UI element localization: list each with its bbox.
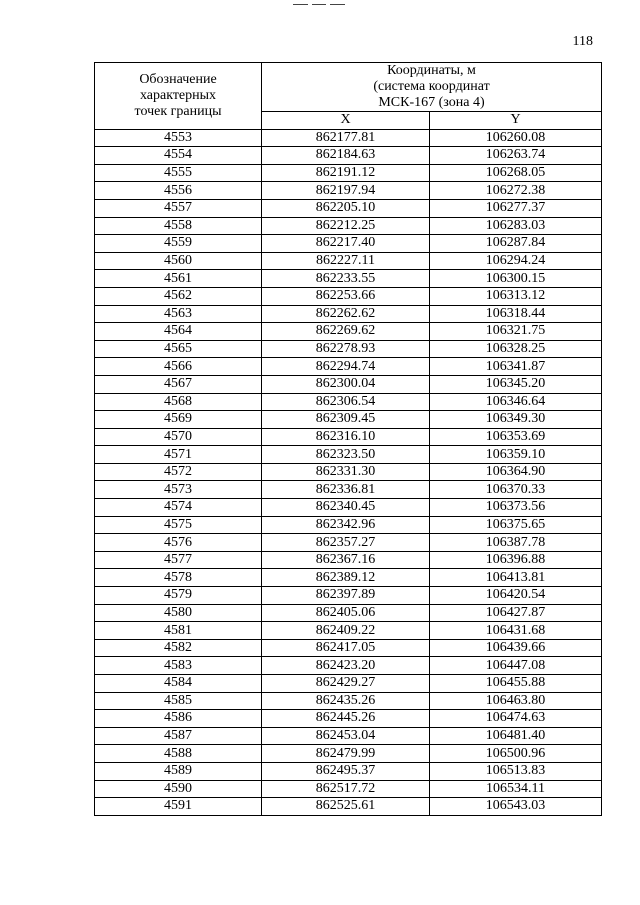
table-row — [95, 393, 602, 411]
y-coordinate-cell: 106321.75 — [430, 323, 602, 341]
y-coordinate-cell: 106387.78 — [430, 534, 602, 552]
point-id-cell: 4586 — [95, 710, 262, 728]
y-coordinate-cell: 106447.08 — [430, 657, 602, 675]
y-coordinate-cell: 106396.88 — [430, 551, 602, 569]
header-text: МСК-167 (зона 4) — [378, 95, 485, 110]
point-id-cell: 4589 — [95, 762, 262, 780]
x-coordinate-cell: 862367.16 — [262, 551, 430, 569]
table-row — [95, 147, 602, 165]
x-coordinate-cell: 862479.99 — [262, 745, 430, 763]
x-coordinate-cell: 862205.10 — [262, 199, 430, 217]
dash-mark — [312, 4, 327, 7]
y-coordinate-cell: 106463.80 — [430, 692, 602, 710]
point-id-cell: 4555 — [95, 164, 262, 182]
table-row — [95, 657, 602, 675]
x-coordinate-cell: 862423.20 — [262, 657, 430, 675]
point-id-cell: 4568 — [95, 393, 262, 411]
table-row — [95, 182, 602, 200]
coordinates-table — [94, 62, 602, 816]
x-coordinate-cell: 862517.72 — [262, 780, 430, 798]
table-row — [95, 534, 602, 552]
y-coordinate-cell: 106359.10 — [430, 446, 602, 464]
table-row — [95, 762, 602, 780]
point-id-cell: 4569 — [95, 411, 262, 429]
x-coordinate-cell: 862336.81 — [262, 481, 430, 499]
y-coordinate-cell: 106294.24 — [430, 252, 602, 270]
header-marks — [293, 4, 345, 7]
point-id-cell: 4587 — [95, 727, 262, 745]
y-coordinate-cell: 106474.63 — [430, 710, 602, 728]
point-id-cell: 4557 — [95, 199, 262, 217]
x-coordinate-cell: 862262.62 — [262, 305, 430, 323]
y-coordinate-cell: 106287.84 — [430, 235, 602, 253]
table-row — [95, 463, 602, 481]
point-id-cell: 4582 — [95, 639, 262, 657]
point-id-cell: 4560 — [95, 252, 262, 270]
table-row — [95, 411, 602, 429]
point-id-cell: 4554 — [95, 147, 262, 165]
table-row — [95, 481, 602, 499]
y-coordinate-cell: 106413.81 — [430, 569, 602, 587]
x-coordinate-cell: 862217.40 — [262, 235, 430, 253]
point-id-cell: 4579 — [95, 587, 262, 605]
page-number: 118 — [572, 34, 593, 49]
x-column-header: X — [262, 112, 430, 130]
header-text: Обозначение — [139, 71, 217, 87]
y-coordinate-cell: 106481.40 — [430, 727, 602, 745]
x-coordinate-cell: 862405.06 — [262, 604, 430, 622]
table-row — [95, 604, 602, 622]
x-coordinate-cell: 862495.37 — [262, 762, 430, 780]
table-row — [95, 727, 602, 745]
table-row — [95, 798, 602, 816]
table-row — [95, 270, 602, 288]
point-id-cell: 4581 — [95, 622, 262, 640]
y-coordinate-cell: 106313.12 — [430, 287, 602, 305]
point-id-cell: 4572 — [95, 463, 262, 481]
x-coordinate-cell: 862435.26 — [262, 692, 430, 710]
y-coordinate-cell: 106268.05 — [430, 164, 602, 182]
x-coordinate-cell: 862429.27 — [262, 675, 430, 693]
point-id-cell: 4588 — [95, 745, 262, 763]
x-coordinate-cell: 862191.12 — [262, 164, 430, 182]
x-coordinate-cell: 862316.10 — [262, 428, 430, 446]
x-coordinate-cell: 862294.74 — [262, 358, 430, 376]
y-coordinate-cell: 106500.96 — [430, 745, 602, 763]
table-row — [95, 428, 602, 446]
table-row — [95, 446, 602, 464]
y-coordinate-cell: 106300.15 — [430, 270, 602, 288]
table-row — [95, 375, 602, 393]
y-coordinate-cell: 106260.08 — [430, 129, 602, 147]
point-id-cell: 4562 — [95, 287, 262, 305]
table-row — [95, 622, 602, 640]
y-coordinate-cell: 106353.69 — [430, 428, 602, 446]
table-row — [95, 235, 602, 253]
point-id-cell: 4575 — [95, 516, 262, 534]
point-id-cell: 4576 — [95, 534, 262, 552]
table-row — [95, 692, 602, 710]
table-row — [95, 587, 602, 605]
header-text: (система координат — [373, 79, 490, 94]
x-coordinate-cell: 862227.11 — [262, 252, 430, 270]
header-text: точек границы — [134, 103, 222, 119]
y-coordinate-cell: 106370.33 — [430, 481, 602, 499]
point-id-cell: 4578 — [95, 569, 262, 587]
table-row — [95, 569, 602, 587]
y-coordinate-cell: 106420.54 — [430, 587, 602, 605]
point-id-cell: 4566 — [95, 358, 262, 376]
point-id-cell: 4590 — [95, 780, 262, 798]
y-coordinate-cell: 106341.87 — [430, 358, 602, 376]
x-coordinate-cell: 862397.89 — [262, 587, 430, 605]
x-coordinate-cell: 862197.94 — [262, 182, 430, 200]
point-id-cell: 4563 — [95, 305, 262, 323]
coordinates-column-header — [262, 63, 602, 112]
table-row — [95, 199, 602, 217]
point-id-cell: 4591 — [95, 798, 262, 816]
table-row — [95, 499, 602, 517]
table-row — [95, 745, 602, 763]
dash-mark — [330, 4, 345, 7]
y-coordinate-cell: 106534.11 — [430, 780, 602, 798]
header-text: характерных — [139, 87, 217, 103]
header-text: Координаты, м — [387, 63, 476, 78]
x-coordinate-cell: 862212.25 — [262, 217, 430, 235]
y-coordinate-cell: 106373.56 — [430, 499, 602, 517]
point-id-cell: 4571 — [95, 446, 262, 464]
x-coordinate-cell: 862453.04 — [262, 727, 430, 745]
table-row — [95, 358, 602, 376]
x-coordinate-cell: 862177.81 — [262, 129, 430, 147]
x-coordinate-cell: 862278.93 — [262, 340, 430, 358]
table-row — [95, 639, 602, 657]
y-coordinate-cell: 106349.30 — [430, 411, 602, 429]
point-id-cell: 4561 — [95, 270, 262, 288]
table-row — [95, 305, 602, 323]
y-coordinate-cell: 106283.03 — [430, 217, 602, 235]
y-coordinate-cell: 106328.25 — [430, 340, 602, 358]
x-coordinate-cell: 862342.96 — [262, 516, 430, 534]
point-id-cell: 4577 — [95, 551, 262, 569]
x-coordinate-cell: 862300.04 — [262, 375, 430, 393]
x-coordinate-cell: 862233.55 — [262, 270, 430, 288]
table-row — [95, 780, 602, 798]
y-coordinate-cell: 106263.74 — [430, 147, 602, 165]
x-coordinate-cell: 862340.45 — [262, 499, 430, 517]
table-row — [95, 516, 602, 534]
table-row — [95, 675, 602, 693]
x-coordinate-cell: 862184.63 — [262, 147, 430, 165]
point-id-cell: 4558 — [95, 217, 262, 235]
table-row — [95, 340, 602, 358]
table-row — [95, 164, 602, 182]
y-column-header: Y — [430, 112, 602, 130]
x-coordinate-cell: 862331.30 — [262, 463, 430, 481]
x-coordinate-cell: 862253.66 — [262, 287, 430, 305]
y-coordinate-cell: 106455.88 — [430, 675, 602, 693]
point-id-cell: 4570 — [95, 428, 262, 446]
x-coordinate-cell: 862309.45 — [262, 411, 430, 429]
y-coordinate-cell: 106431.68 — [430, 622, 602, 640]
x-coordinate-cell: 862269.62 — [262, 323, 430, 341]
table-row — [95, 710, 602, 728]
y-coordinate-cell: 106439.66 — [430, 639, 602, 657]
y-coordinate-cell: 106345.20 — [430, 375, 602, 393]
x-coordinate-cell: 862525.61 — [262, 798, 430, 816]
point-id-cell: 4565 — [95, 340, 262, 358]
x-coordinate-cell: 862409.22 — [262, 622, 430, 640]
y-coordinate-cell: 106277.37 — [430, 199, 602, 217]
y-coordinate-cell: 106318.44 — [430, 305, 602, 323]
x-coordinate-cell: 862445.26 — [262, 710, 430, 728]
y-coordinate-cell: 106543.03 — [430, 798, 602, 816]
point-id-cell: 4564 — [95, 323, 262, 341]
x-coordinate-cell: 862323.50 — [262, 446, 430, 464]
x-coordinate-cell: 862306.54 — [262, 393, 430, 411]
y-coordinate-cell: 106375.65 — [430, 516, 602, 534]
table-row — [95, 252, 602, 270]
y-coordinate-cell: 106513.83 — [430, 762, 602, 780]
point-id-cell: 4553 — [95, 129, 262, 147]
point-id-cell: 4584 — [95, 675, 262, 693]
table-row — [95, 287, 602, 305]
point-id-cell: 4573 — [95, 481, 262, 499]
point-id-cell: 4574 — [95, 499, 262, 517]
y-coordinate-cell: 106272.38 — [430, 182, 602, 200]
point-id-cell: 4585 — [95, 692, 262, 710]
point-id-cell: 4559 — [95, 235, 262, 253]
y-coordinate-cell: 106364.90 — [430, 463, 602, 481]
table-row — [95, 217, 602, 235]
header-row — [95, 63, 602, 112]
point-id-cell: 4556 — [95, 182, 262, 200]
point-column-header — [95, 63, 262, 130]
point-id-cell: 4567 — [95, 375, 262, 393]
x-coordinate-cell: 862417.05 — [262, 639, 430, 657]
dash-mark — [293, 4, 308, 7]
table-body — [95, 129, 602, 815]
table-row — [95, 323, 602, 341]
table-row — [95, 551, 602, 569]
x-coordinate-cell: 862357.27 — [262, 534, 430, 552]
y-coordinate-cell: 106346.64 — [430, 393, 602, 411]
table-row — [95, 129, 602, 147]
point-id-cell: 4580 — [95, 604, 262, 622]
x-coordinate-cell: 862389.12 — [262, 569, 430, 587]
point-id-cell: 4583 — [95, 657, 262, 675]
y-coordinate-cell: 106427.87 — [430, 604, 602, 622]
